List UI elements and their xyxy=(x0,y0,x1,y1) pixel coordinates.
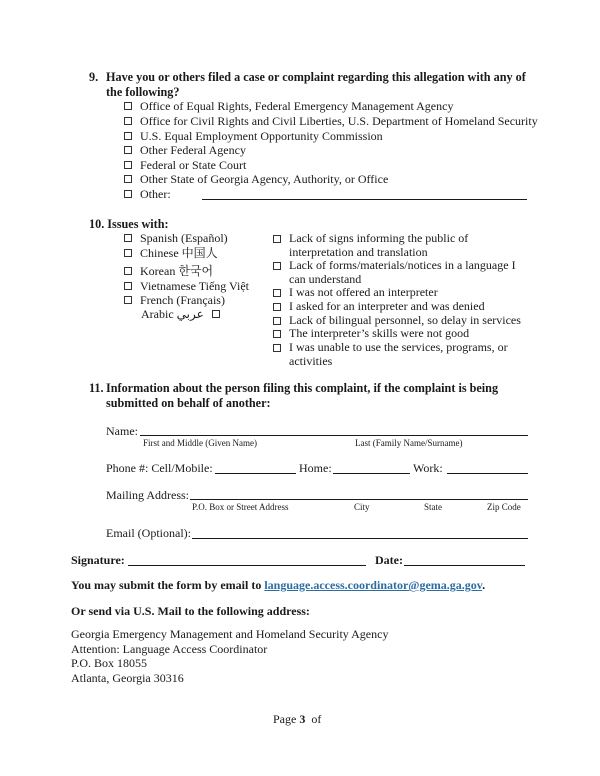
other-agency-input-line[interactable] xyxy=(202,199,527,200)
issue-label-line2: activities xyxy=(289,353,333,368)
checkbox[interactable] xyxy=(124,175,132,183)
question-10-title: Issues with: xyxy=(107,217,169,231)
coordinator-email-link[interactable]: language.access.coordinator@gema.ga.gov xyxy=(264,578,483,592)
checkbox[interactable] xyxy=(273,289,281,297)
checkbox[interactable] xyxy=(124,190,132,198)
checkbox[interactable] xyxy=(124,267,132,275)
option-dhs-civil-rights[interactable] xyxy=(124,114,538,129)
language-vietnamese[interactable] xyxy=(124,279,249,294)
question-11-number: 11. xyxy=(89,381,104,395)
address-line-1: Georgia Emergency Management and Homeland Security Agency xyxy=(71,627,389,641)
name-sub-last: Last (Family Name/Surname) xyxy=(355,438,463,448)
checkbox[interactable] xyxy=(124,249,132,257)
question-9-line1: Have you or others filed a case or complaint regarding this allegation with any of xyxy=(106,70,526,84)
date-input-line[interactable] xyxy=(404,565,525,566)
issue-interpreter-skills[interactable] xyxy=(273,327,469,341)
question-11-heading xyxy=(89,381,549,413)
issue-label xyxy=(289,259,516,286)
language-korean[interactable] xyxy=(124,264,213,279)
checkbox[interactable] xyxy=(124,234,132,242)
issue-unable-to-use-services[interactable] xyxy=(273,341,508,368)
question-9-number: 9. xyxy=(89,70,99,84)
date-label: Date: xyxy=(375,553,403,567)
page-number: 3 xyxy=(299,712,306,726)
checkbox[interactable] xyxy=(273,317,281,325)
language-label: Korean 한국어 xyxy=(140,264,214,278)
language-chinese[interactable] xyxy=(124,246,218,261)
email-input-line[interactable] xyxy=(192,538,528,539)
signature-label: Signature: xyxy=(71,553,125,567)
option-other[interactable] xyxy=(124,187,171,202)
email-submission-text xyxy=(71,578,485,593)
language-label: French (Français) xyxy=(140,293,225,307)
mailing-address-label: Mailing Address: xyxy=(106,488,189,502)
mailing-sub-state: State xyxy=(424,502,442,512)
mail-heading: Or send via U.S. Mail to the following address: xyxy=(71,604,310,618)
issue-label: I was not offered an interpreter xyxy=(289,285,438,299)
option-label: Federal or State Court xyxy=(140,158,247,172)
issue-not-offered-interpreter[interactable] xyxy=(273,286,438,300)
option-label: Other: xyxy=(140,187,171,201)
language-label: Chinese 中国人 xyxy=(140,246,218,260)
email-suffix: . xyxy=(482,578,486,592)
page-number-footer xyxy=(273,712,321,727)
issue-label: I asked for an interpreter and was denied xyxy=(289,299,485,313)
issue-label-line2: interpretation and translation xyxy=(289,244,428,259)
page-prefix: Page xyxy=(273,712,300,726)
mailing-sub-street: P.O. Box or Street Address xyxy=(192,502,289,512)
mailing-sub-city: City xyxy=(354,502,370,512)
address-line-4: Atlanta, Georgia 30316 xyxy=(71,671,184,685)
issue-label-line2: can understand xyxy=(289,271,362,286)
checkbox[interactable] xyxy=(273,303,281,311)
issue-lack-of-signs[interactable] xyxy=(273,232,468,259)
option-other-federal-agency[interactable] xyxy=(124,143,246,158)
checkbox[interactable] xyxy=(212,310,220,318)
address-line-3: P.O. Box 18055 xyxy=(71,656,148,670)
mailing-address-input-line[interactable] xyxy=(190,499,528,500)
mailing-sub-zip: Zip Code xyxy=(487,502,521,512)
phone-home-label: Home: xyxy=(299,461,332,475)
name-label: Name: xyxy=(106,424,138,438)
issue-label-line1: Lack of forms/materials/notices in a language I xyxy=(289,258,516,272)
checkbox[interactable] xyxy=(124,282,132,290)
email-prefix: You may submit the form by email to xyxy=(71,578,265,592)
checkbox[interactable] xyxy=(273,330,281,338)
checkbox[interactable] xyxy=(124,296,132,304)
option-label: Other State of Georgia Agency, Authority, or Office xyxy=(140,172,389,186)
option-other-georgia-agency[interactable] xyxy=(124,172,388,187)
checkbox[interactable] xyxy=(273,344,281,352)
question-9-heading xyxy=(89,70,549,102)
option-eeoc[interactable] xyxy=(124,129,383,144)
signature-input-line[interactable] xyxy=(128,565,366,566)
checkbox[interactable] xyxy=(273,262,281,270)
question-11-line2: submitted on behalf of another: xyxy=(106,396,271,410)
language-label: Arabic عربي xyxy=(141,307,204,321)
issue-interpreter-denied[interactable] xyxy=(273,300,485,314)
checkbox[interactable] xyxy=(124,102,132,110)
option-federal-state-court[interactable] xyxy=(124,158,246,173)
email-optional-label: Email (Optional): xyxy=(106,526,191,540)
page-suffix: of xyxy=(305,712,322,726)
language-label: Vietnamese Tiếng Việt xyxy=(140,279,249,293)
question-9-line2: the following? xyxy=(106,85,180,99)
issue-label xyxy=(289,341,508,368)
address-line-2: Attention: Language Access Coordinator xyxy=(71,642,268,656)
issue-label: Lack of bilingual personnel, so delay in services xyxy=(289,313,521,327)
issue-lack-of-forms[interactable] xyxy=(273,259,516,286)
checkbox[interactable] xyxy=(124,161,132,169)
question-10-heading xyxy=(89,217,169,232)
checkbox[interactable] xyxy=(124,146,132,154)
phone-home-input-line[interactable] xyxy=(333,473,410,474)
issue-label: The interpreter’s skills were not good xyxy=(289,326,470,340)
question-10-number: 10. xyxy=(89,217,105,231)
checkbox[interactable] xyxy=(124,117,132,125)
language-spanish[interactable] xyxy=(124,231,228,246)
phone-cell-label: Phone #: Cell/Mobile: xyxy=(106,461,213,475)
checkbox[interactable] xyxy=(124,132,132,140)
issue-label xyxy=(289,232,468,259)
option-label: Office for Civil Rights and Civil Liberties, U.S. Department of Homeland Security xyxy=(140,114,538,128)
language-arabic[interactable] xyxy=(141,307,228,322)
phone-work-label: Work: xyxy=(413,461,443,475)
checkbox[interactable] xyxy=(273,235,281,243)
language-french[interactable] xyxy=(124,293,225,308)
phone-cell-input-line[interactable] xyxy=(215,473,296,474)
issue-label-line1: Lack of signs informing the public of xyxy=(289,231,469,245)
option-label: Other Federal Agency xyxy=(140,143,246,157)
name-sub-first: First and Middle (Given Name) xyxy=(143,438,257,448)
issue-label-line1: I was unable to use the services, programs, or xyxy=(289,340,508,354)
name-input-line[interactable] xyxy=(140,435,528,436)
phone-work-input-line[interactable] xyxy=(447,473,528,474)
question-11-line1: Information about the person filing this complaint, if the complaint is being xyxy=(106,381,499,395)
option-label: U.S. Equal Employment Opportunity Commission xyxy=(140,129,383,143)
option-fema-office-equal-rights[interactable] xyxy=(124,99,453,114)
language-label: Spanish (Español) xyxy=(140,231,228,245)
option-label: Office of Equal Rights, Federal Emergency Management Agency xyxy=(140,99,454,113)
